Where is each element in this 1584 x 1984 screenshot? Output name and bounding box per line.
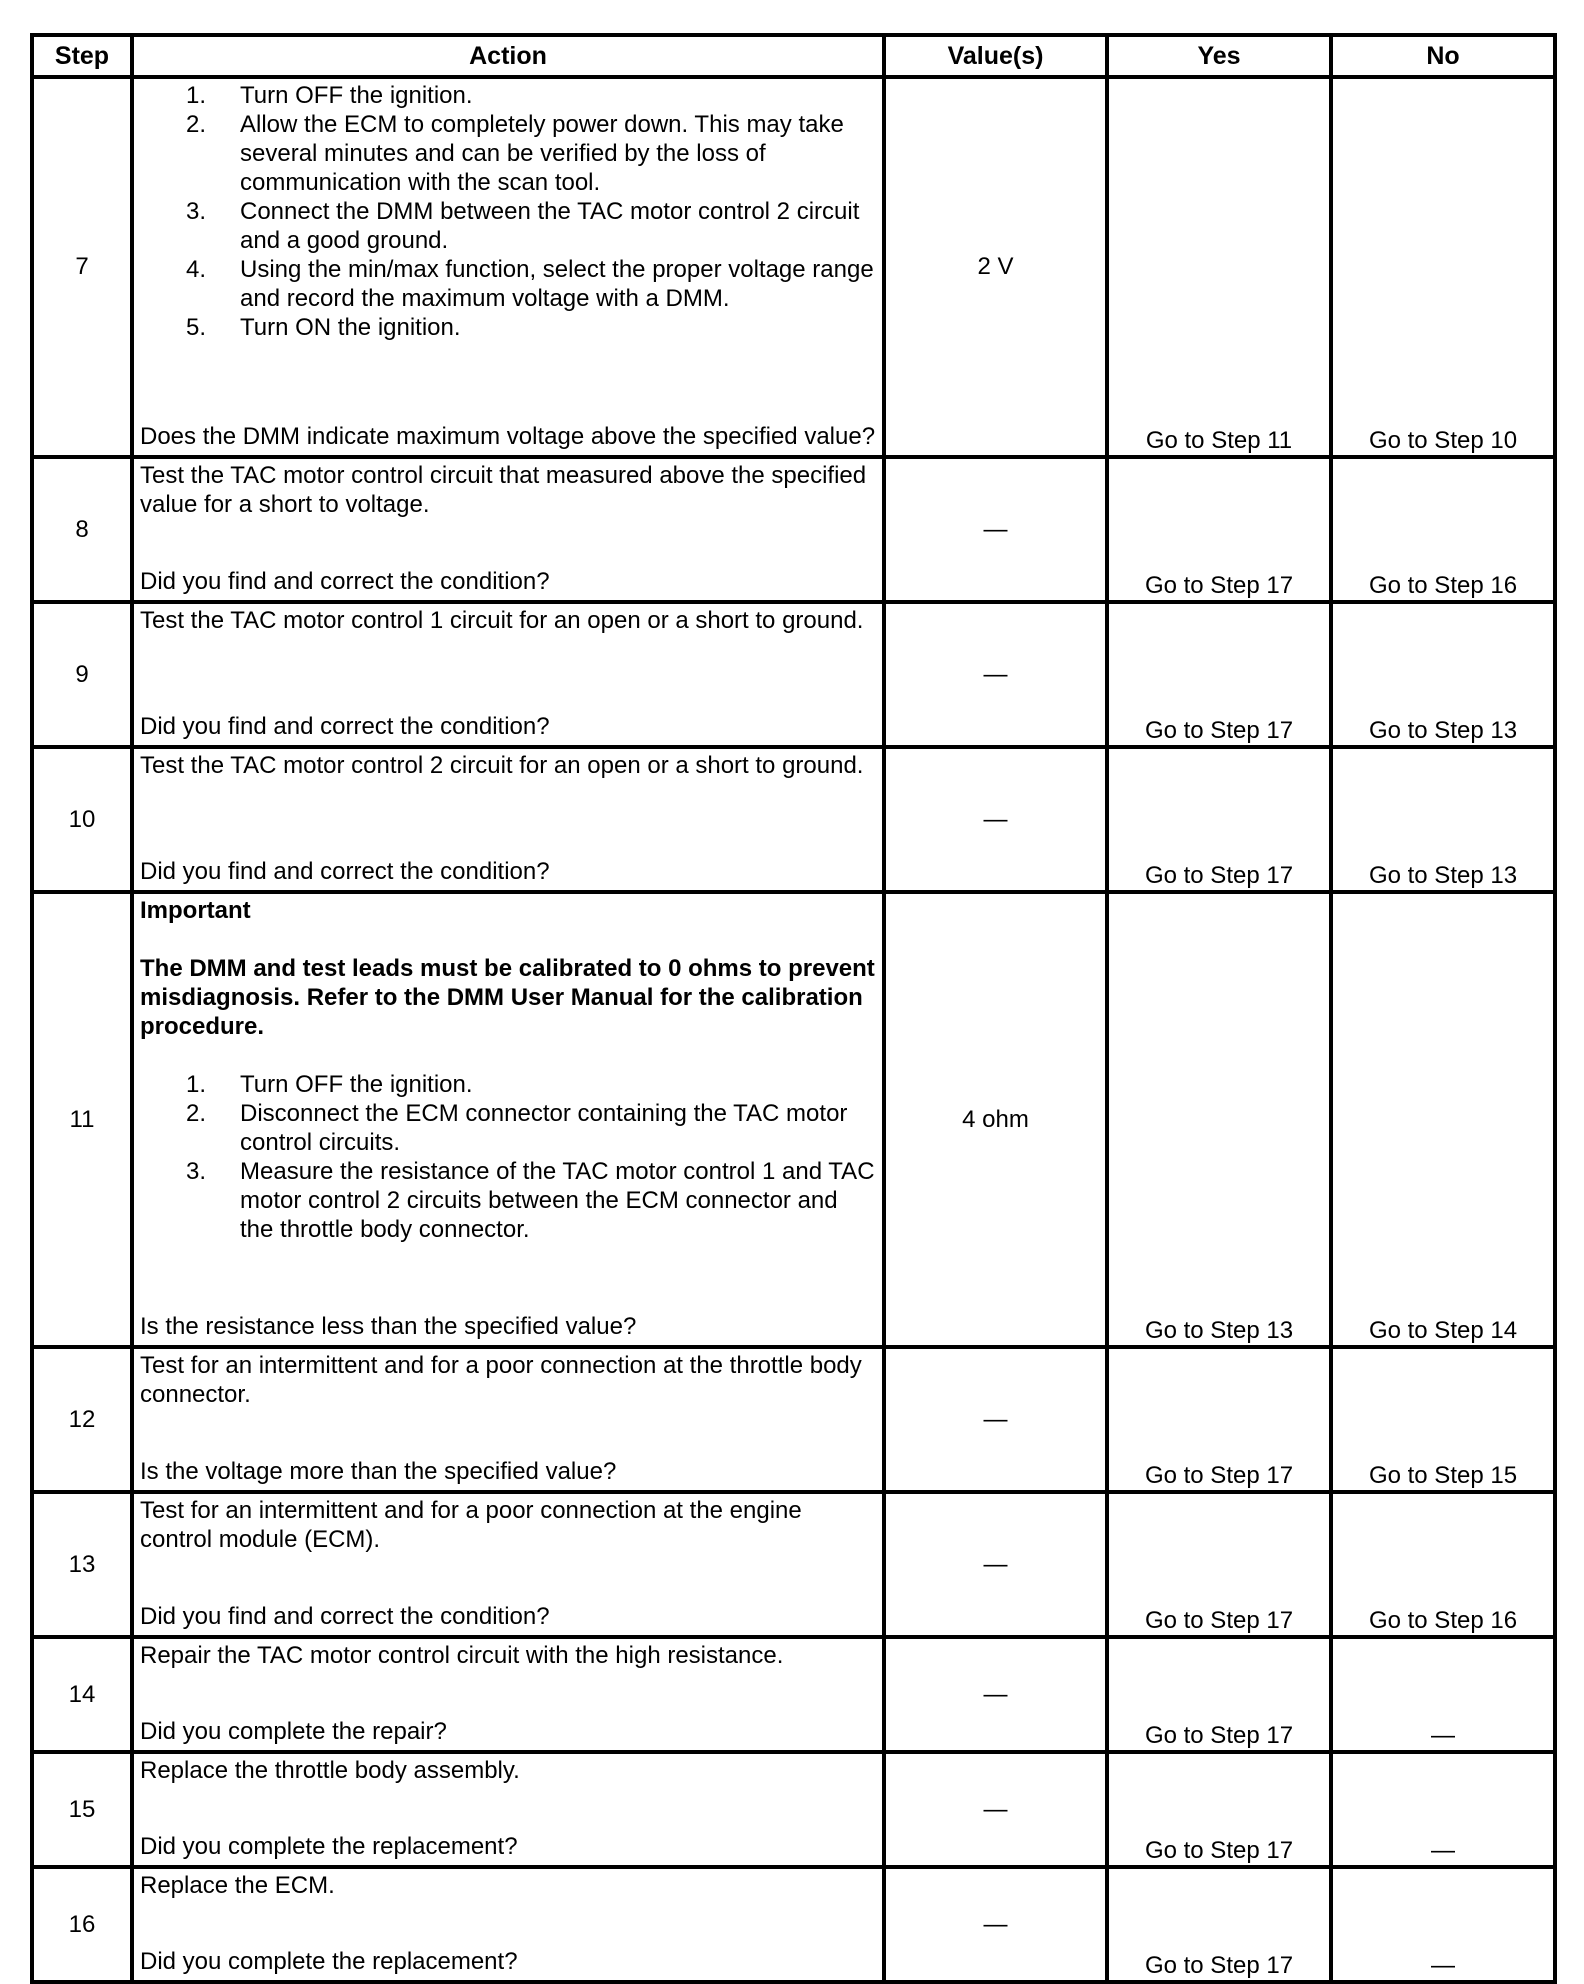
header-no: No — [1331, 35, 1555, 77]
no-cell: — — [1331, 1867, 1555, 1982]
list-item: 3. Measure the resistance of the TAC motor control 1 and TAC motor control 2 circuits between the ECM connector and the throttle body connector. — [185, 1158, 875, 1243]
yes-cell: Go to Step 17 — [1107, 1347, 1331, 1492]
yes-cell: Go to Step 17 — [1107, 1752, 1331, 1867]
yes-cell: Go to Step 17 — [1107, 1637, 1331, 1752]
question-text: Is the resistance less than the specified value? — [140, 1313, 637, 1340]
action-cell — [132, 1637, 884, 1752]
question-text: Does the DMM indicate maximum voltage above the specified value? — [140, 423, 876, 450]
header-values: Value(s) — [884, 35, 1107, 77]
step-number: 12 — [32, 1347, 132, 1492]
list-item: 5. Turn ON the ignition. — [185, 314, 461, 341]
header-yes: Yes — [1107, 35, 1331, 77]
value-cell: 4 ohm — [884, 892, 1107, 1347]
action-cell — [132, 747, 884, 892]
yes-cell: Go to Step 17 — [1107, 602, 1331, 747]
instruction-text: Test the TAC motor control 2 circuit for an open or a short to ground. — [140, 752, 864, 779]
table-row-step-13 — [32, 1492, 1555, 1637]
question-text: Did you find and correct the condition? — [140, 713, 550, 740]
procedure-list — [140, 1070, 876, 1244]
instruction-text: Replace the throttle body assembly. — [140, 1757, 520, 1784]
important-text: The DMM and test leads must be calibrated to 0 ohms to prevent misdiagnosis. Refer to the DMM User Manual for the calibration procedure. — [140, 955, 875, 1040]
question-text: Did you complete the replacement? — [140, 1833, 518, 1860]
value-cell: — — [884, 1347, 1107, 1492]
instruction-text: Replace the ECM. — [140, 1872, 335, 1899]
table-row-step-14 — [32, 1637, 1555, 1752]
header-row — [32, 35, 1555, 77]
value-cell: — — [884, 1752, 1107, 1867]
step-number: 8 — [32, 457, 132, 602]
header-step: Step — [32, 35, 132, 77]
question-text: Did you complete the replacement? — [140, 1948, 518, 1975]
value-cell: — — [884, 747, 1107, 892]
action-cell — [132, 1347, 884, 1492]
table-row-step-10 — [32, 747, 1555, 892]
action-cell — [132, 602, 884, 747]
value-cell: 2 V — [884, 77, 1107, 457]
question-text: Did you find and correct the condition? — [140, 1603, 550, 1630]
no-cell: Go to Step 16 — [1331, 1492, 1555, 1637]
question-text: Is the voltage more than the specified value? — [140, 1458, 617, 1485]
question-text: Did you find and correct the condition? — [140, 858, 550, 885]
value-cell: — — [884, 1492, 1107, 1637]
no-cell: Go to Step 13 — [1331, 747, 1555, 892]
list-item: 2. Allow the ECM to completely power down. This may take several minutes and can be verified by the loss of communication with the scan tool. — [185, 111, 844, 196]
list-item: 1. Turn OFF the ignition. — [185, 1071, 473, 1098]
table-row-step-7 — [32, 77, 1555, 457]
yes-cell: Go to Step 11 — [1107, 77, 1331, 457]
step-number: 11 — [32, 892, 132, 1347]
table-row-step-11 — [32, 892, 1555, 1347]
no-cell: Go to Step 10 — [1331, 77, 1555, 457]
table-row-step-12 — [32, 1347, 1555, 1492]
step-number: 16 — [32, 1867, 132, 1982]
table-row-step-9 — [32, 602, 1555, 747]
yes-cell: Go to Step 17 — [1107, 457, 1331, 602]
value-cell: — — [884, 1867, 1107, 1982]
list-item: 3. Connect the DMM between the TAC motor control 2 circuit and a good ground. — [185, 198, 860, 254]
no-cell: — — [1331, 1637, 1555, 1752]
table-row-step-16 — [32, 1867, 1555, 1982]
yes-cell: Go to Step 17 — [1107, 747, 1331, 892]
question-text: Did you complete the repair? — [140, 1718, 447, 1745]
no-cell: Go to Step 14 — [1331, 892, 1555, 1347]
important-notice — [140, 896, 876, 1041]
yes-cell: Go to Step 17 — [1107, 1867, 1331, 1982]
yes-cell: Go to Step 17 — [1107, 1492, 1331, 1637]
header-action: Action — [132, 35, 884, 77]
procedure-list — [140, 81, 876, 342]
step-number: 15 — [32, 1752, 132, 1867]
list-item: 4. Using the min/max function, select the proper voltage range and record the maximum voltage with a DMM. — [185, 256, 874, 312]
action-cell — [132, 457, 884, 602]
important-title: Important — [140, 897, 251, 924]
instruction-text: Test the TAC motor control circuit that measured above the specified value for a short to voltage. — [140, 462, 867, 518]
no-cell: — — [1331, 1752, 1555, 1867]
step-number: 13 — [32, 1492, 132, 1637]
no-cell: Go to Step 16 — [1331, 457, 1555, 602]
table-row-step-8 — [32, 457, 1555, 602]
instruction-text: Test the TAC motor control 1 circuit for an open or a short to ground. — [140, 607, 864, 634]
instruction-text: Test for an intermittent and for a poor connection at the throttle body connector. — [140, 1352, 862, 1408]
action-cell — [132, 1867, 884, 1982]
instruction-text: Test for an intermittent and for a poor connection at the engine control module (ECM). — [140, 1497, 802, 1553]
list-item: 1. Turn OFF the ignition. — [185, 82, 473, 109]
value-cell: — — [884, 457, 1107, 602]
action-cell — [132, 77, 884, 457]
value-cell: — — [884, 1637, 1107, 1752]
table-row-step-15 — [32, 1752, 1555, 1867]
action-cell — [132, 1492, 884, 1637]
instruction-text: Repair the TAC motor control circuit with the high resistance. — [140, 1642, 784, 1669]
step-number: 9 — [32, 602, 132, 747]
yes-cell: Go to Step 13 — [1107, 892, 1331, 1347]
no-cell: Go to Step 15 — [1331, 1347, 1555, 1492]
no-cell: Go to Step 13 — [1331, 602, 1555, 747]
diagnostic-table — [30, 33, 1557, 1984]
action-cell — [132, 1752, 884, 1867]
list-item: 2. Disconnect the ECM connector containing the TAC motor control circuits. — [185, 1100, 848, 1156]
step-number: 14 — [32, 1637, 132, 1752]
step-number: 7 — [32, 77, 132, 457]
value-cell: — — [884, 602, 1107, 747]
question-text: Did you find and correct the condition? — [140, 568, 550, 595]
action-cell — [132, 892, 884, 1347]
step-number: 10 — [32, 747, 132, 892]
